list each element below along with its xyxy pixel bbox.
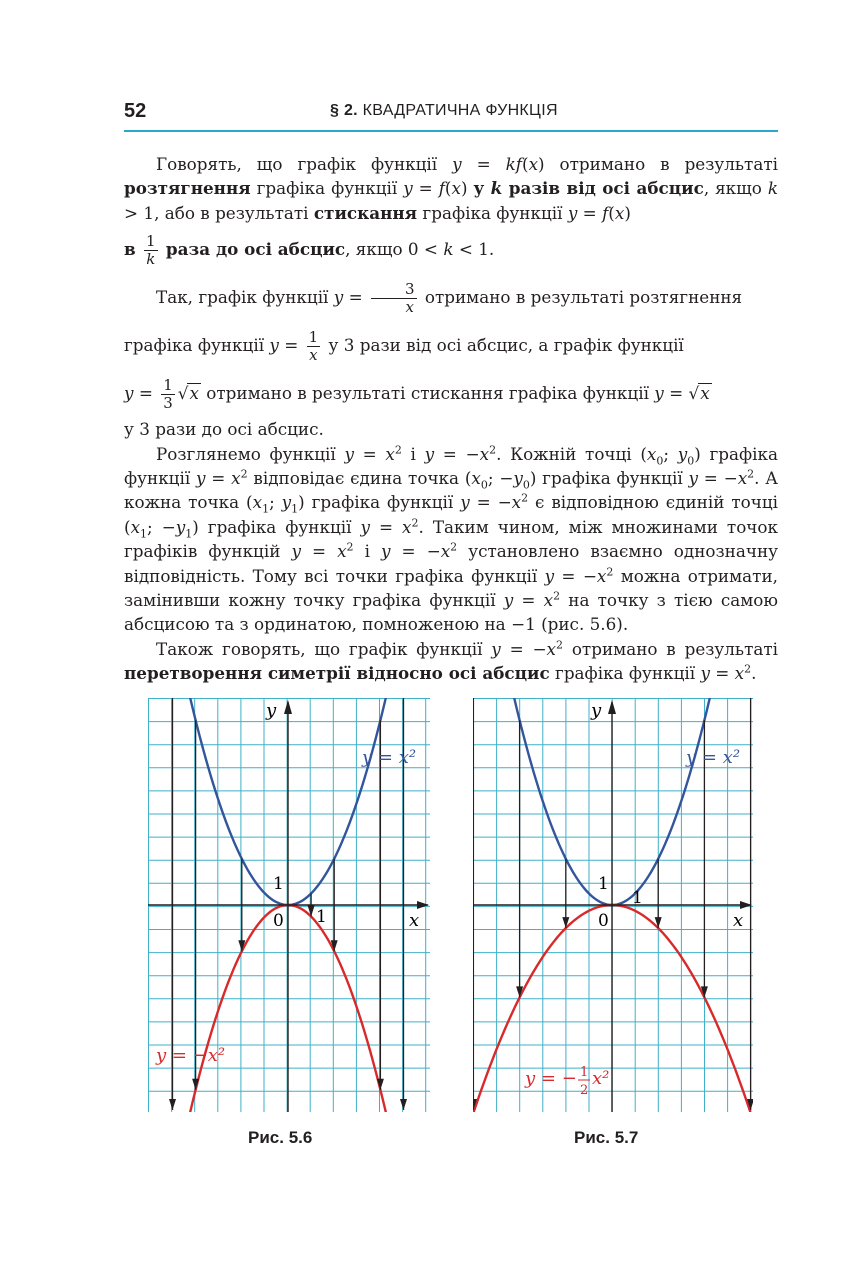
- figure-5-7: [473, 698, 753, 1112]
- section-name: КВАДРАТИЧНА ФУНКЦІЯ: [362, 102, 558, 119]
- paragraph-example-4: у 3 рази до осі абсцис.: [124, 419, 324, 440]
- curve-down-label-suffix: x²: [592, 1068, 610, 1089]
- arrowhead-icon: [400, 1099, 407, 1110]
- section-title: [330, 102, 558, 120]
- paragraph-symmetry: Розглянемо функції $y = x^2$ і $y = -x^2$. Кожній точці ($x_0$; $y_0$) графіка функції $y = x^2$ відповідає єдина точка ($x_0$; $-y_0$) графіка функції $y = -x^2$. А кожна точка ($x_1$; $y_1$) графіка функції $y = -x^2$ є відповідною єдиній точці ($x_1$; $-y_1$) графіка функції $y = x^2$. Таким чином, між множинами точок графіків функцій $y = x^2$ і $y = -x^2$ установлено взаємно однозначну відповідність. Тому всі точки графіка функції $y = -x^2$ можна отримати, замінивши кожну точку графіка функції $y = x^2$ на точку з тією самою абсцисою та з ординатою, помноженою на −1 (рис. 5.6).: [124, 443, 779, 635]
- y-axis-arrow-icon: [608, 700, 616, 714]
- curve-down-label-denominator: 2: [580, 1083, 589, 1098]
- x-axis-arrow-icon: [417, 901, 429, 909]
- curve-up-label: y = x²: [362, 747, 417, 768]
- origin-label: 0: [273, 911, 284, 931]
- x-one-label: 1: [316, 907, 327, 927]
- curve-down-label-prefix: y = −: [525, 1068, 577, 1089]
- parabola-minus-half-x-squared: [473, 905, 753, 1112]
- figure-5-6-caption: Рис. 5.6: [248, 1128, 313, 1147]
- paragraph-reflection: Також говорять, що графік функції $y = -x^2$ отримано в результаті перетворення симетрії відносно осі абсцис графіка функції $y = x^2$.: [124, 638, 779, 684]
- parabola-x-squared: [473, 698, 753, 905]
- parabola-x-squared: [148, 698, 430, 905]
- y-one-label: 1: [598, 874, 609, 894]
- page-header: [124, 100, 778, 132]
- section-mark: § 2.: [330, 102, 358, 119]
- curve-down-label-numerator: 1: [580, 1065, 589, 1080]
- page-number: 52: [124, 100, 147, 122]
- arrowhead-icon: [169, 1099, 176, 1110]
- y-axis-arrow-icon: [284, 700, 292, 714]
- figure-5-7-caption: Рис. 5.7: [574, 1128, 639, 1147]
- curve-up-label: y = x²: [686, 747, 741, 768]
- paragraph-stretch-definition: Говорять, що графік функції y = kf(x) отримано в результаті розтягнення графіка функції y = f(x) у k разів від осі абсцис, якщо k > 1, або в результаті стискання графіка функції y = f(x): [124, 154, 778, 223]
- x-axis-label: x: [733, 910, 744, 931]
- paragraph-compress-definition: в $\frac{1}{k}$ раза до осі абсцис, якщо 0 < k < 1.: [124, 232, 495, 269]
- paragraph-example-1: Так, графік функції y = $\frac{3}{x}$ отримано в результаті розтягнення: [156, 280, 743, 317]
- body-text: [124, 152, 778, 686]
- paragraph-example-3: y = $\frac{1}{3}$ √x отримано в результаті стискання графіка функції y = √x: [124, 376, 710, 413]
- paragraph-example-2: графіка функції y = $\frac{1}{x}$ у 3 рази від осі абсцис, а графік функції: [124, 328, 684, 365]
- y-one-label: 1: [273, 874, 284, 894]
- x-axis-label: x: [409, 910, 420, 931]
- x-one-label: 1: [632, 888, 643, 908]
- y-axis-label: y: [591, 700, 602, 721]
- curve-down-label: [524, 1065, 609, 1098]
- parabola-minus-x-squared: [148, 905, 430, 1112]
- origin-label: 0: [598, 911, 609, 931]
- y-axis-label: y: [266, 700, 277, 721]
- curve-down-label: y = −x²: [156, 1045, 226, 1066]
- figure-5-6: [148, 698, 430, 1112]
